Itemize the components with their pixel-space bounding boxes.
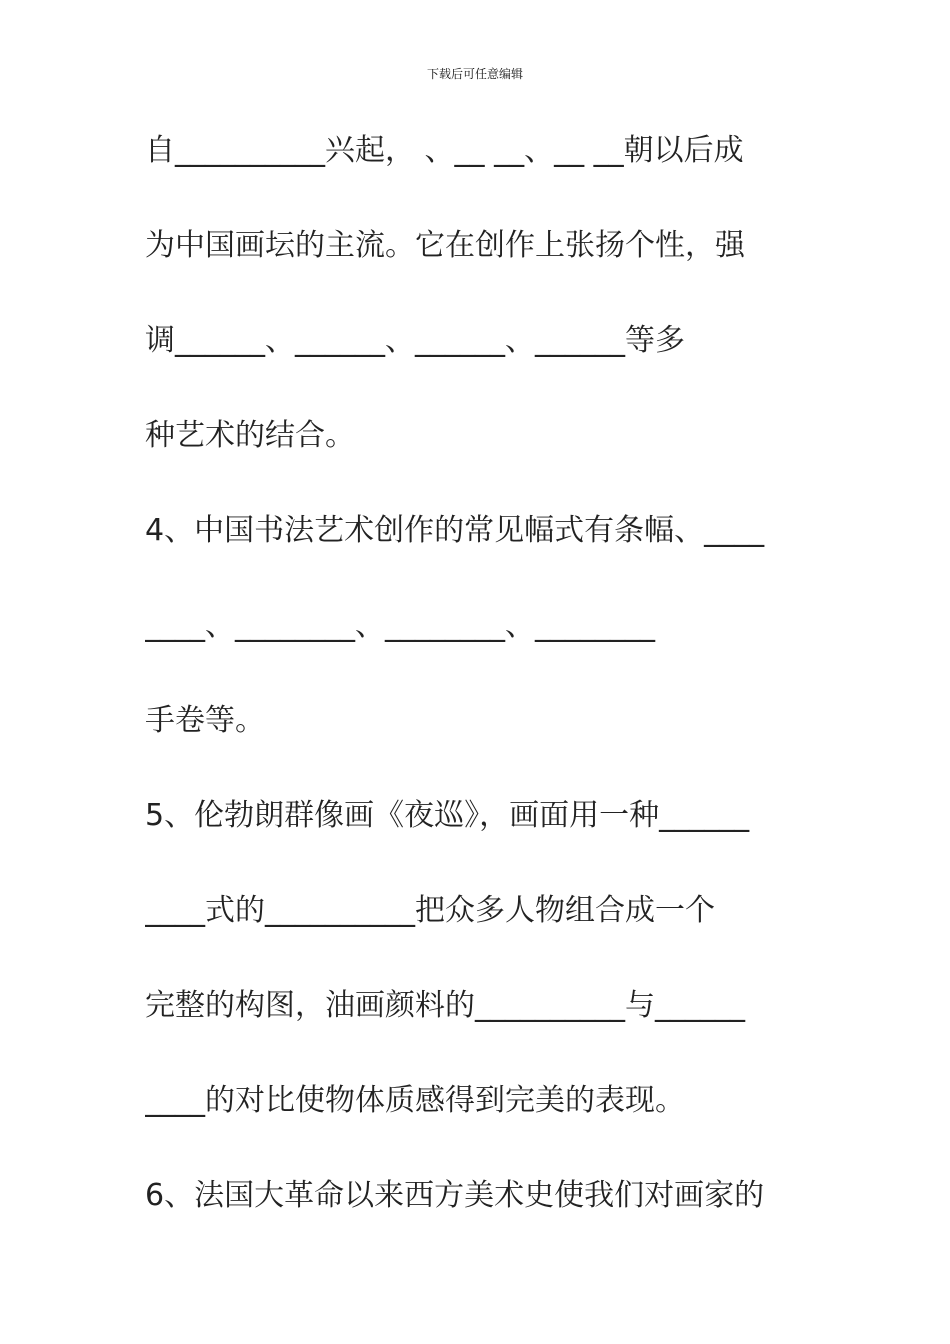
text-line: 为中国画坛的主流。它在创作上张扬个性，强 <box>145 228 745 263</box>
question-6-line: 6、法国大革命以来西方美术史使我们对画家的 <box>145 1178 765 1213</box>
page-header: 下载后可任意编辑 <box>426 67 523 81</box>
text-line: 自__________兴起， 、__ __、__ __朝以后成 <box>145 133 744 168</box>
text-line: ____的对比使物体质感得到完美的表现。 <box>145 1083 685 1118</box>
question-5-line: 5、伦勃朗群像画《夜巡》，画面用一种______ <box>145 798 750 833</box>
document-body <box>145 118 810 1229</box>
text-line: 手卷等。 <box>145 703 265 738</box>
text-line: 调______、______、______、______等多 <box>145 323 685 358</box>
text-line: 种艺术的结合。 <box>145 418 355 453</box>
text-line: 完整的构图，油画颜料的__________与______ <box>145 988 745 1023</box>
question-4-line: 4、中国书法艺术创作的常见幅式有条幅、____ <box>145 513 765 548</box>
text-line: ____、________、________、________ <box>145 608 655 643</box>
text-line: ____式的__________把众多人物组合成一个 <box>145 893 715 928</box>
